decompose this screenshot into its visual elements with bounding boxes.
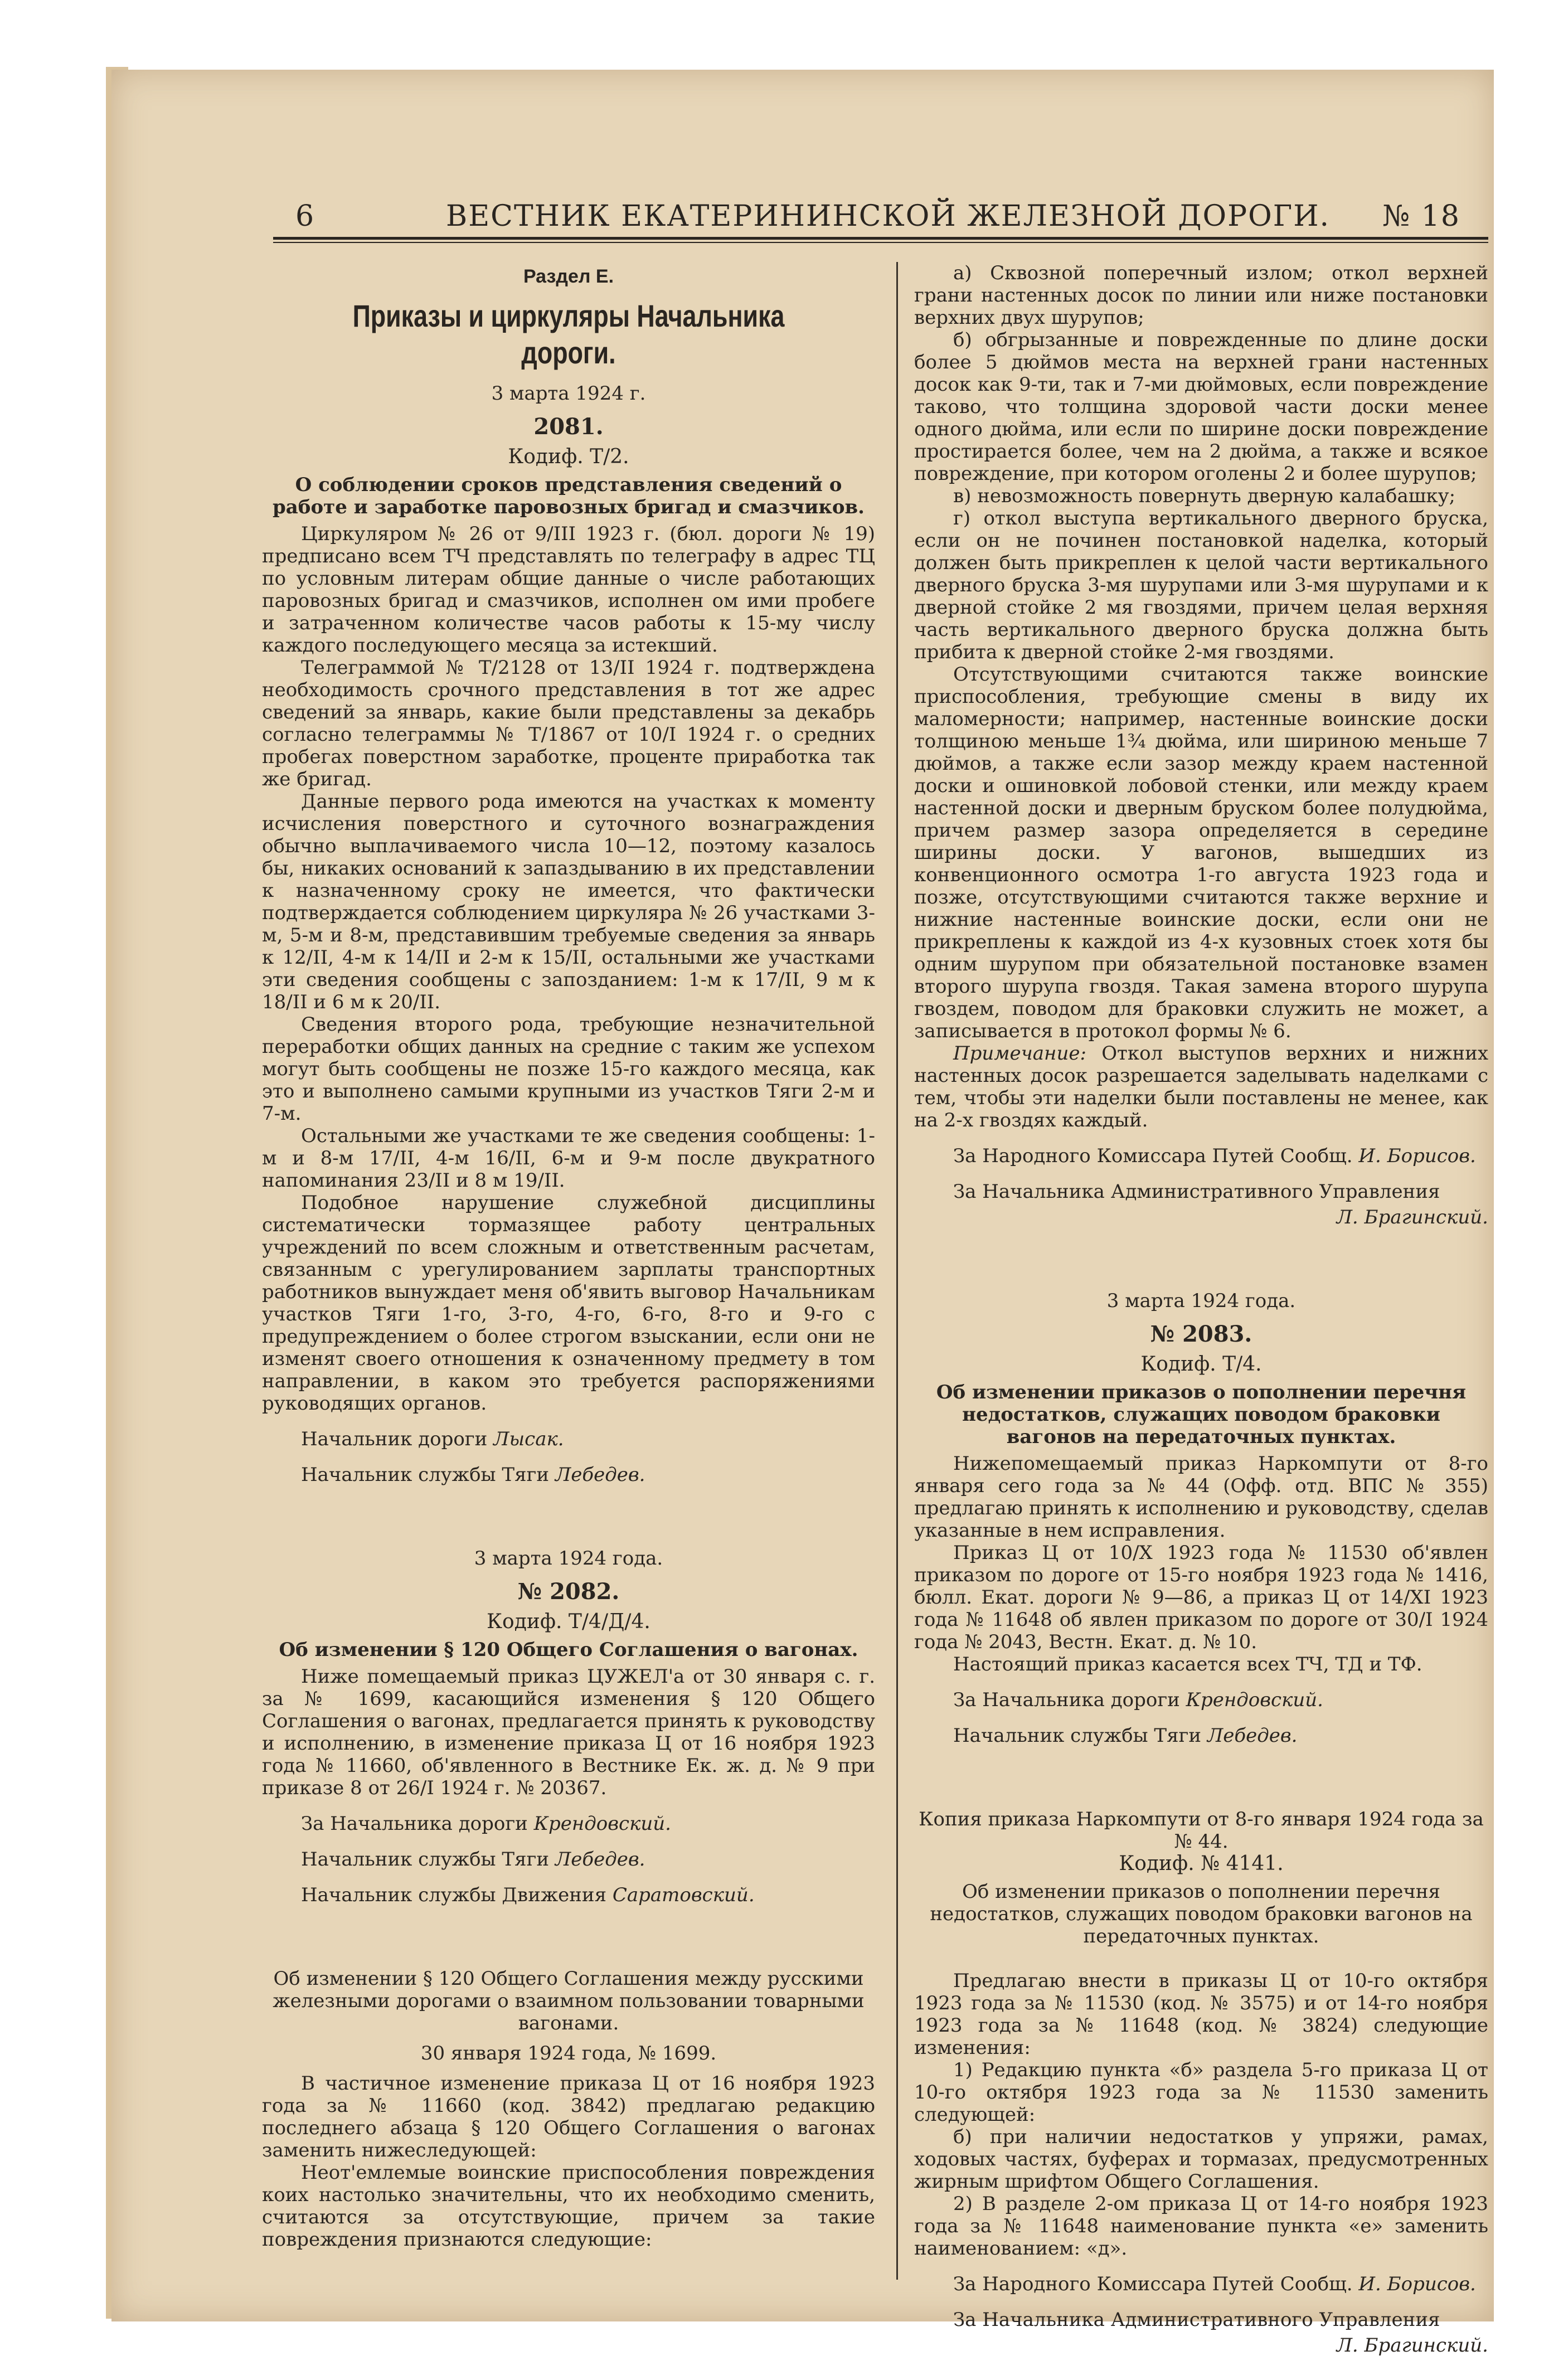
signature-label: За Начальника дороги	[301, 1813, 528, 1835]
right-column	[914, 262, 1488, 2357]
paragraph: Остальными же участками те же сведения сообщены: 1-м и 8-м 17/II, 4-м 16/II, 6-м и 9-м после двукратного напоминания 23/II и 8 м 19/II.	[262, 1125, 875, 1192]
section-label: Раздел Е.	[523, 266, 614, 287]
order-date: 3 марта 1924 года.	[474, 1547, 663, 1570]
spacer	[914, 1228, 1488, 1290]
signature-name: Саратовский.	[612, 1884, 755, 1906]
signature	[914, 1725, 1488, 1747]
quoted-order-title: Копия приказа Наркомпути от 8-го января 1924 года за № 44.	[919, 1808, 1484, 1853]
signature	[914, 1206, 1488, 1228]
signature-label: Начальник службы Движения	[301, 1884, 607, 1906]
signature-name: И. Борисов.	[1358, 1145, 1476, 1167]
order-subject: О соблюдении сроков представления сведений о работе и заработке паровозных бригад и смазчиков.	[272, 474, 865, 518]
signature-name: Л. Брагинский.	[1336, 1206, 1488, 1228]
signature-name: Лебедев.	[555, 1464, 645, 1486]
paragraph: б) при наличии недостатков у упряжи, рамах, ходовых частях, буферах и тормазах, предусмотренных жирным шрифтом Общего Соглашения.	[914, 2126, 1488, 2193]
paragraph: Нижепомещаемый приказ Наркомпути от 8-го января сего года за № 44 (Офф. отд. ВПС № 355) предлагаю принять к исполнению и руководству, сделав указанные в нем исправления.	[914, 1453, 1488, 1542]
paragraph: Циркуляром № 26 от 9/III 1923 г. (бюл. дороги № 19) предписано всем ТЧ представлять по телеграфу в адрес ТЦ по условным литерам общие данные о числе работающих паровозных бригад и смазчиков, исполнен ом ими пробеге и затраченном количестве часов работы к 15-му числу каждого последующего месяца за истекший.	[262, 523, 875, 657]
signature-label: За Начальника Административного Управления	[953, 2309, 1440, 2331]
signature-label: Начальник службы Тяги	[301, 1848, 550, 1871]
signature-name: Крендовский.	[1186, 1689, 1323, 1711]
paragraph: Ниже помещаемый приказ ЦУЖЕЛ'а от 30 января с. г. за № 1699, касающийся изменения § 120 Общего Соглашения о вагонах, предлагается принять к руководству и исполнению, в изменение приказа Ц от 16 ноября 1923 года № 11660, об'явленного в Вестнике Ек. ж. д. № 9 при приказе 8 от 26/I 1924 г. № 20367.	[262, 1665, 875, 1799]
signature-label: За Начальника дороги	[953, 1689, 1180, 1711]
spacer	[914, 1747, 1488, 1808]
paragraph: Подобное нарушение служебной дисциплины систематически тормазящее работу центральных учреждений по всем сложным и ответственным расчетам, связанным с урегулированием зарплаты транспортных работников вынуждает меня об'явить выговор Начальникам участков Тяги 1-го, 3-го, 4-го, 6-го, 8-го и 9-го с предупреждением о более строгом взыскании, если они не изменят своего отношения к означенному предмету в том направлении, в каком это требуется распоряжениями руководящих органов.	[262, 1192, 875, 1415]
list-item: б) обгрызанные и поврежденные по длине доски более 5 дюймов места на верхней грани настенных досок как 9-ти, так и 7-ми дюймовых, если повреждение таково, что толщина здоровой части доски менее одного дюйма, или если по ширине доски повреждение простирается более, чем на 2 дюйма, а также и всякое повреждение, при котором оголены 2 и более шурупов;	[914, 329, 1488, 485]
paragraph: Отсутствующими считаются также воинские приспособления, требующие смены в виду их маломерности; например, настенные воинские доски толщиною меньше 1¾ дюйма, или шириною меньше 7 дюймов, а также если зазор между краем настенной доски и ошиновкой лобовой стенки, или между краем настенной доски и дверным бруском более полудюйма, причем размер зазора определяется в середине ширины доски. У вагонов, вышедших из конвенционного осмотра 1-го августа 1923 года и позже, отсутствующими считаются также верхние и нижние настенные воинские доски, если они не прикреплены к каждой из 4-х кузовных стоек хотя бы одним шурупом при обязательной постановке взамен второго шурупа гвоздя. Такая замена второго шурупа гвоздем, поводом для браковки служить не может, а записывается в протокол формы № 6.	[914, 663, 1488, 1042]
signature-name: Крендовский.	[533, 1813, 671, 1835]
signature	[914, 2334, 1488, 2357]
signature-label: Начальник службы Тяги	[953, 1725, 1202, 1747]
page-number: 6	[295, 200, 315, 233]
column-divider	[896, 262, 898, 2280]
signature-name: Лебедев.	[1207, 1725, 1298, 1747]
header-rule	[273, 237, 1488, 240]
order-codif: Кодиф. № 4141.	[1119, 1852, 1284, 1875]
signature	[914, 1181, 1488, 1203]
order-subject: Об изменении § 120 Общего Соглашения о вагонах.	[279, 1639, 858, 1661]
paragraph: В частичное изменение приказа Ц от 16 ноября 1923 года за № 11660 (код. 3842) предлагаю редакцию последнего абзаца § 120 Общего Соглашения о вагонах заменить нижеследующей:	[262, 2072, 875, 2162]
newspaper-title: ВЕСТНИК ЕКАТЕРИНИНСКОЙ ЖЕЛЕЗНОЙ ДОРОГИ.	[446, 200, 1331, 233]
spacer	[914, 1947, 1488, 1970]
signature	[262, 1464, 875, 1486]
header-rule-thin	[273, 242, 1488, 243]
signature	[914, 1689, 1488, 1711]
list-item: в) невозможность повернуть дверную калабашку;	[953, 485, 1456, 507]
order-codif: Кодиф. Т/4/Д/4.	[487, 1610, 650, 1633]
order-number: 2081.	[533, 414, 604, 440]
signature	[914, 1145, 1488, 1167]
note-text: Откол выступов верхних и нижних настенных досок разрешается заделывать наделками с тем, чтобы эти наделки были поставлены не менее, как на 2-х гвоздях каждый.	[914, 1042, 1488, 1131]
order-subject: Об изменении приказов о пополнении перечня недостатков, служащих поводом браковки вагонов на передаточных пунктах.	[930, 1881, 1473, 1947]
left-column	[262, 262, 875, 2251]
signature-name: Лысак.	[493, 1428, 564, 1450]
signature	[914, 2273, 1488, 2295]
signature-label: Начальник дороги	[301, 1428, 488, 1450]
order-date: 3 марта 1924 года.	[1106, 1290, 1296, 1312]
note	[914, 1042, 1488, 1131]
signature-label: Начальник службы Тяги	[301, 1464, 550, 1486]
list-item: г) откол выступа вертикального дверного бруска, если он не починен постановкой наделка, который должен быть прикреплен к целой части вертикального дверного бруска 3-мя шурупами или 3-мя шурупами и к дверной стойке 2 мя гвоздями, причем целая верхняя часть вертикального дверного бруска должна быть прибита к дверной стойке 2-мя гвоздями.	[914, 507, 1488, 663]
order-number: № 2083.	[1150, 1321, 1252, 1347]
section-title: Приказы и циркуляры Начальника дороги.	[352, 298, 785, 370]
quoted-order-title: Об изменении § 120 Общего Соглашения между русскими железными дорогами о взаимном пользовании товарными вагонами.	[273, 1968, 865, 2034]
signature-label: За Народного Комиссара Путей Сообщ.	[953, 1145, 1353, 1167]
paragraph: Данные первого рода имеются на участках к моменту исчисления поверстного и суточного вознаграждения обычно выплачиваемого числа 10—12, поэтому казалось бы, никаких оснований к запаздыванию в их представлении к назначенному сроку не имеется, что фактически подтверждается соблюдением циркуляра № 26 участками 3-м, 5-м и 8-м, представившим требуемые сведения за январь к 12/II, 4-м к 14/II и 2-м к 15/II, остальными же участками эти сведения сообщены с запозданием: 1-м к 17/II, 9 м к 18/II и 6 м к 20/II.	[262, 790, 875, 1013]
signature	[262, 1884, 875, 1906]
order-subject: Об изменении приказов о пополнении перечня недостатков, служащих поводом браковки вагонов на передаточных пунктах.	[936, 1381, 1467, 1448]
signature-name: И. Борисов.	[1358, 2273, 1476, 2295]
paragraph: 1) Редакцию пункта «б» раздела 5-го приказа Ц от 10-го октября 1923 года за № 11530 заменить следующей:	[914, 2059, 1488, 2126]
paragraph: Сведения второго рода, требующие незначительной переработки общих данных на средние с таким же успехом могут быть сообщены не позже 15-го каждого месяца, как это и выполнено самыми крупными из участков Тяги 2-м и 7-м.	[262, 1013, 875, 1125]
paragraph: Телеграммой № Т/2128 от 13/II 1924 г. подтверждена необходимость срочного представления в тот же адрес сведений за январь, какие были представлены за декабрь согласно телеграммы № Т/1867 от 10/I 1924 г. о средних пробегах поверстном заработке, проценте приработка так же бригад.	[262, 657, 875, 790]
paragraph: Неот'емлемые воинские приспособления повреждения коих настолько значительны, что их необходимо сменить, считаются за отсутствующие, причем за такие повреждения признаются следующие:	[262, 2162, 875, 2251]
note-label: Примечание:	[953, 1042, 1086, 1065]
signature-label: За Народного Комиссара Путей Сообщ.	[953, 2273, 1353, 2295]
order-codif: Кодиф. Т/2.	[508, 445, 629, 468]
paragraph: Приказ Ц от 10/X 1923 года № 11530 об'явлен приказом по дороге от 15-го ноября 1923 года № 1416, бюлл. Екат. дороги № 9—86, а приказ Ц от 14/XI 1923 года № 11648 об явлен приказом по дороге от 30/I 1924 года № 2043, Вестн. Екат. д. № 10.	[914, 1542, 1488, 1653]
signature	[262, 1428, 875, 1450]
spacer	[262, 1486, 875, 1547]
quoted-order-date: 30 января 1924 года, № 1699.	[420, 2042, 717, 2065]
spacer	[262, 1906, 875, 1968]
list-item: а) Сквозной поперечный излом; откол верхней грани настенных досок по линии или ниже постановки верхних двух шурупов;	[914, 262, 1488, 329]
paragraph: 2) В разделе 2-ом приказа Ц от 14-го ноября 1923 года за № 11648 наименование пункта «е» заменить наименованием: «д».	[914, 2193, 1488, 2260]
order-codif: Кодиф. Т/4.	[1140, 1353, 1262, 1376]
signature-name: Лебедев.	[555, 1848, 645, 1871]
order-date: 3 марта 1924 г.	[491, 382, 646, 405]
signature	[262, 1848, 875, 1871]
signature-label: За Начальника Административного Управления	[953, 1181, 1440, 1203]
paragraph: Настоящий приказ касается всех ТЧ, ТД и ТФ.	[953, 1653, 1422, 1675]
paragraph: Предлагаю внести в приказы Ц от 10-го октября 1923 года за № 11530 (код. № 3575) и от 14-го ноября 1923 года за № 11648 (код. № 3824) следующие изменения:	[914, 1970, 1488, 2059]
signature	[914, 2309, 1488, 2331]
issue-number: № 18	[1382, 200, 1460, 233]
signature	[262, 1813, 875, 1835]
signature-name: Л. Брагинский.	[1336, 2334, 1488, 2357]
order-number: № 2082.	[517, 1578, 620, 1605]
